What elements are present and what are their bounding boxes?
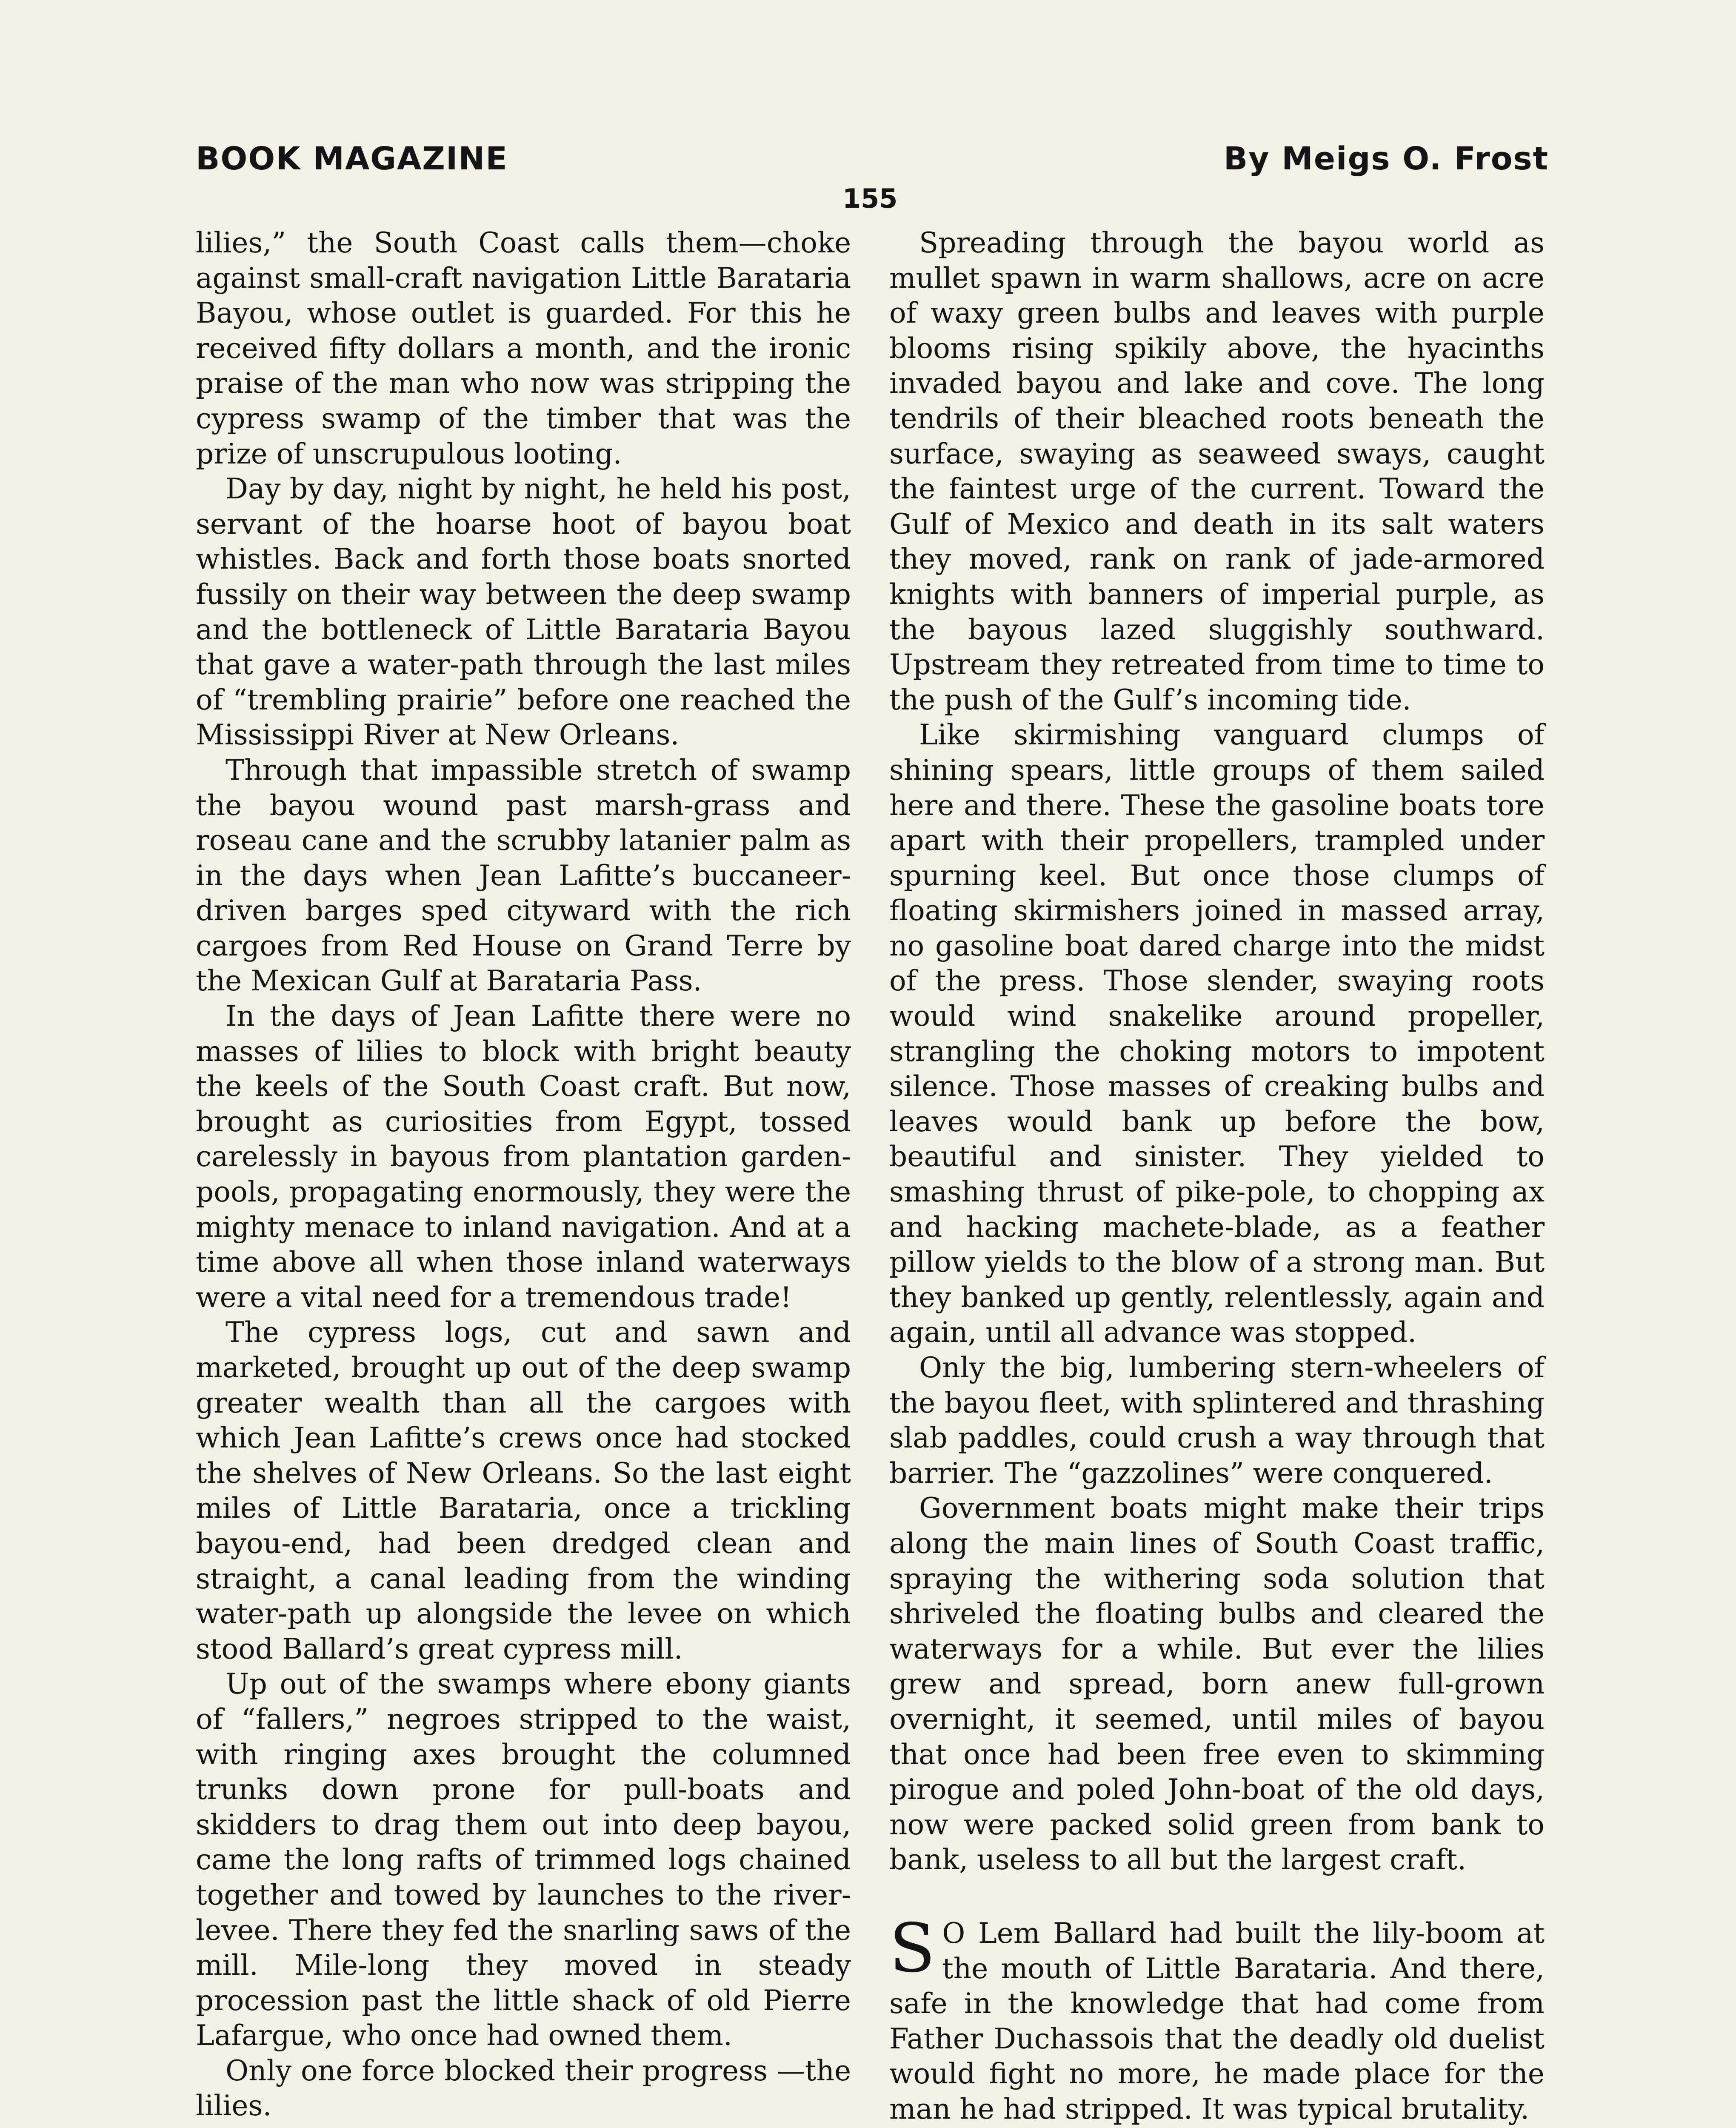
- dropcap-paragraph-text: O Lem Ballard had built the lily-boom at the mouth of Little Barataria. And there, safe in the knowledge that had come from Father Duchassois that the deadly old duelist would fight no more, he made place for the man he had stripped. It was typical brutality.: [889, 1916, 1545, 2125]
- paragraph: Like skirmishing vanguard clumps of shining spears, little groups of them sailed here and there. These the gasoline boats tore apart with their propellers, trampled under spurning keel. But once those clumps of floating skirmishers joined in massed array, no gasoline boat dared charge into the midst of the press. Those slender, swaying roots would wind snakelike around propeller, strangling the choking motors to impotent silence. Those masses of creaking bulbs and leaves would bank up before the bow, beautiful and sinister. They yielded to smashing thrust of pike-pole, to chopping ax and hacking machete-blade, as a feather pillow yields to the blow of a strong man. But they banked up gently, relentlessly, again and again, until all advance was stopped.: [889, 718, 1545, 1349]
- page-number: 155: [842, 183, 898, 214]
- right-column: [889, 226, 1545, 2127]
- paragraph: Government boats might make their trips along the main lines of South Coast traffic, spraying the withering soda solution that shriveled the floating bulbs and cleared the waterways for a while. But ever the lilies grew and spread, born anew full-grown overnight, it seemed, until miles of bayou that once had been free even to skimming pirogue and poled John-boat of the old days, now were packed solid green from bank to bank, useless to all but the largest craft.: [889, 1492, 1545, 1876]
- left-column: [196, 226, 851, 2124]
- paragraph: Through that impassible stretch of swamp the bayou wound past marsh-grass and roseau cane and the scrubby latanier palm as in the days when Jean Lafitte’s buccaneer-driven barges sped cityward with the rich cargoes from Red House on Grand Terre by the Mexican Gulf at Barataria Pass.: [196, 753, 851, 998]
- paragraph: Only the big, lumbering stern-wheelers of the bayou fleet, with splintered and thrashing slab paddles, could crush a way through that barrier. The “gazzolines” were conquered.: [889, 1351, 1545, 1490]
- paragraph: lilies,” the South Coast calls them—choke against small-craft navigation Little Barataria Bayou, whose outlet is guarded. For this he received fifty dollars a month, and the ironic praise of the man who now was stripping the cypress swamp of the timber that was the prize of unscrupulous looting.: [196, 226, 851, 470]
- magazine-title: BOOK MAGAZINE: [196, 140, 508, 177]
- paragraph: Spreading through the bayou world as mullet spawn in warm shallows, acre on acre of waxy green bulbs and leaves with purple blooms rising spikily above, the hyacinths invaded bayou and lake and cove. The long tendrils of their bleached roots beneath the surface, swaying as seaweed sways, caught the faintest urge of the current. Toward the Gulf of Mexico and death in its salt waters they moved, rank on rank of jade-armored knights with banners of imperial purple, as the bayous lazed sluggishly southward. Upstream they retreated from time to time to the push of the Gulf’s incoming tide.: [889, 226, 1545, 716]
- paragraph: In the days of Jean Lafitte there were no masses of lilies to block with bright beauty the keels of the South Coast craft. But now, brought as curiosities from Egypt, tossed carelessly in bayous from plantation garden-pools, propagating enormously, they were the mighty menace to inland navigation. And at a time above all when those inland waterways were a vital need for a tremendous trade!: [196, 1000, 851, 1314]
- paragraph: Day by day, night by night, he held his post, servant of the hoarse hoot of bayou boat whistles. Back and forth those boats snorted fussily on their way between the deep swamp and the bottleneck of Little Barataria Bayou that gave a water-path through the last miles of “trembling prairie” before one reached the Mississippi River at New Orleans.: [196, 472, 851, 752]
- paragraph: The cypress logs, cut and sawn and marketed, brought up out of the deep swamp greater wealth than all the cargoes with which Jean Lafitte’s crews once had stocked the shelves of New Orleans. So the last eight miles of Little Barataria, once a trickling bayou-end, had been dredged clean and straight, a canal leading from the winding water-path up alongside the levee on which stood Ballard’s great cypress mill.: [196, 1316, 851, 1665]
- paragraph: Up out of the swamps where ebony giants of “fallers,” negroes stripped to the waist, with ringing axes brought the columned trunks down prone for pull-boats and skidders to drag them out into deep bayou, came the long rafts of trimmed logs chained together and towed by launches to the river-levee. There they fed the snarling saws of the mill. Mile-long they moved in steady procession past the little shack of old Pierre Lafargue, who once had owned them.: [196, 1668, 851, 2052]
- dropcap-letter: S: [889, 1909, 936, 1988]
- author-byline: By Meigs O. Frost: [1223, 140, 1549, 177]
- dropcap-paragraph: [889, 1909, 1545, 2127]
- paragraph: Only one force blocked their progress —the lilies.: [196, 2054, 851, 2122]
- page-header: [196, 140, 1549, 183]
- section-break: [889, 1878, 1545, 1916]
